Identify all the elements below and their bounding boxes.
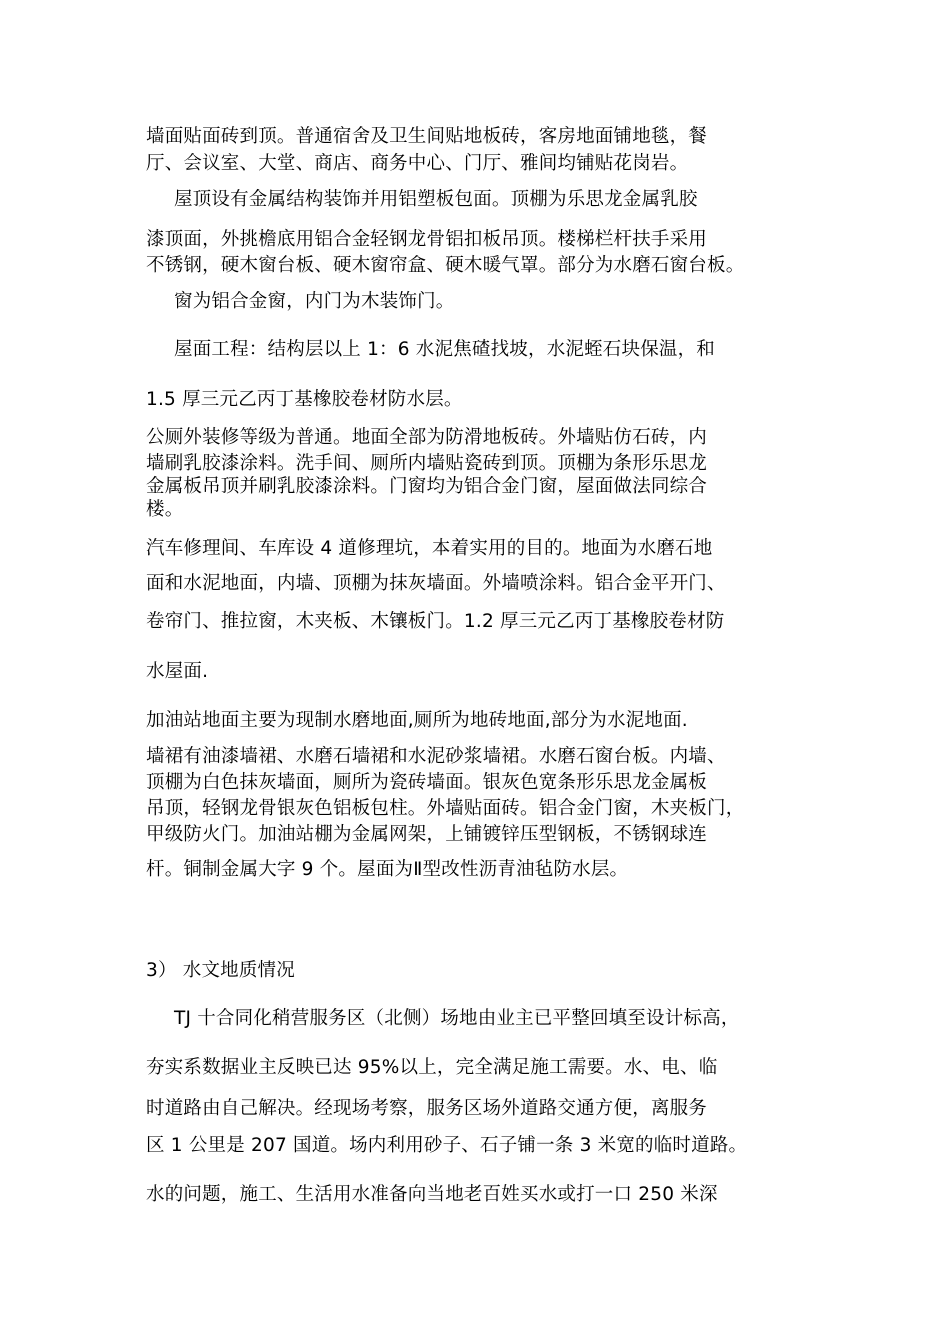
text-line: 窗为铝合金窗，内门为木装饰门。 xyxy=(174,291,455,312)
text-line: TJ 十合同化稍营服务区（北侧）场地由业主已平整回填至设计标高， xyxy=(174,1008,740,1029)
text-line: 面和水泥地面，内墙、顶棚为抹灰墙面。外墙喷涂料。铝合金平开门、 xyxy=(146,573,726,594)
text-line: 夯实系数据业主反映已达 95%以上，完全满足施工需要。水、电、临 xyxy=(146,1057,718,1078)
text-line: 金属板吊顶并刷乳胶漆涂料。门窗均为铝合金门窗，屋面做法同综合 xyxy=(146,476,708,497)
text-line: 公厕外装修等级为普通。地面全部为防滑地板砖。外墙贴仿石砖，内 xyxy=(146,427,708,448)
text-line: 甲级防火门。加油站棚为金属网架，上铺镀锌压型钢板，不锈钢球连 xyxy=(146,824,708,845)
text-line: 顶棚为白色抹灰墙面，厕所为瓷砖墙面。银灰色宽条形乐思龙金属板 xyxy=(146,772,708,793)
text-line: 墙裙有油漆墙裙、水磨石墙裙和水泥砂浆墙裙。水磨石窗台板。内墙、 xyxy=(146,746,726,767)
text-line: 1.5 厚三元乙丙丁基橡胶卷材防水层。 xyxy=(146,389,463,410)
text-line: 吊顶，轻钢龙骨银灰色铝板包柱。外墙贴面砖。铝合金门窗，木夹板门， xyxy=(146,798,745,819)
section-heading: 3） 水文地质情况 xyxy=(146,960,295,981)
text-line: 杆。铜制金属大字 9 个。屋面为Ⅱ型改性沥青油毡防水层。 xyxy=(146,859,629,880)
text-line: 墙面贴面砖到顶。普通宿舍及卫生间贴地板砖，客房地面铺地毯，餐 xyxy=(146,126,708,147)
text-line: 区 1 公里是 207 国道。场内利用砂子、石子铺一条 3 米宽的临时道路。 xyxy=(146,1135,748,1156)
text-line: 不锈钢，硬木窗台板、硬木窗帘盒、硬木暖气罩。部分为水磨石窗台板。 xyxy=(146,255,745,276)
text-line: 漆顶面，外挑檐底用铝合金轻钢龙骨铝扣板吊顶。楼梯栏杆扶手采用 xyxy=(146,229,708,250)
text-line: 时道路由自己解决。经现场考察，服务区场外道路交通方便，离服务 xyxy=(146,1098,708,1119)
text-line: 屋面工程：结构层以上 1：6 水泥焦碴找坡，水泥蛭石块保温，和 xyxy=(174,339,716,360)
text-line: 墙刷乳胶漆涂料。洗手间、厕所内墙贴瓷砖到顶。顶棚为条形乐思龙 xyxy=(146,453,708,474)
text-line: 厅、会议室、大堂、商店、商务中心、门厅、雅间均铺贴花岗岩。 xyxy=(146,153,689,174)
text-line: 屋顶设有金属结构装饰并用铝塑板包面。顶棚为乐思龙金属乳胶 xyxy=(174,189,698,210)
text-line: 汽车修理间、车库设 4 道修理坑，本着实用的目的。地面为水磨石地 xyxy=(146,538,713,559)
text-line: 水的问题，施工、生活用水准备向当地老百姓买水或打一口 250 米深 xyxy=(146,1184,718,1205)
text-line: 卷帘门、推拉窗，木夹板、木镶板门。1.2 厚三元乙丙丁基橡胶卷材防 xyxy=(146,611,725,632)
text-line: 楼。 xyxy=(146,499,184,520)
text-line: 加油站地面主要为现制水磨地面,厕所为地砖地面,部分为水泥地面. xyxy=(146,710,688,731)
text-line: 水屋面. xyxy=(146,661,209,682)
